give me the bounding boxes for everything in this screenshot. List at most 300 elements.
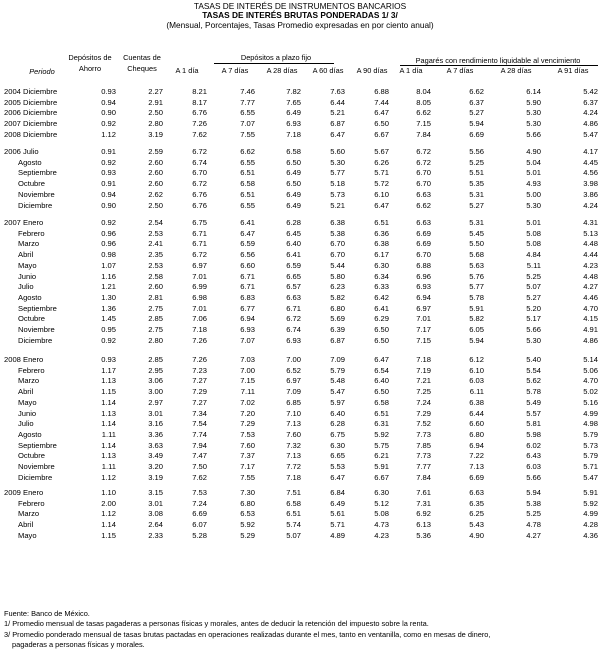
table-cell: 2.50 [148,108,163,118]
col-group-plazo-fijo: Depósitos a plazo fijo [240,53,312,62]
table-cell: 6.55 [240,200,255,210]
table-cell: 6.11 [469,387,484,397]
table-cell: 7.84 [416,472,431,482]
table-cell: 3.16 [148,419,163,429]
table-cell: 6.10 [469,365,484,375]
table-cell: 4.24 [583,200,598,210]
table-cell: 7.25 [416,387,431,397]
table-cell: 7.06 [192,314,207,324]
table-cell: 7.53 [192,488,207,497]
table-cell: 6.72 [192,250,207,260]
table-cell: 5.18 [330,179,345,189]
row-period-label: 2007 Diciembre [4,119,58,129]
table-cell: 4.17 [583,147,598,156]
table-cell: 6.57 [286,282,301,292]
table-cell: 7.07 [240,335,255,345]
table-cell: 7.26 [192,119,207,129]
table-cell: 6.47 [374,200,389,210]
table-cell: 1.21 [101,282,116,292]
table-cell: 5.97 [330,397,345,407]
table-cell: 4.27 [583,282,598,292]
table-cell: 7.18 [286,472,301,482]
col-pag-28-dias: A 28 días [500,66,532,75]
table-cell: 6.93 [286,335,301,345]
table-cell: 5.74 [286,520,301,530]
table-cell: 1.10 [101,488,116,497]
table-cell: 4.36 [583,530,598,540]
table-cell: 5.63 [469,260,484,270]
table-cell: 7.85 [416,440,431,450]
table-cell: 5.92 [583,498,598,508]
table-cell: 4.23 [583,260,598,270]
table-cell: 6.80 [469,429,484,439]
table-cell: 0.91 [101,147,116,156]
table-cell: 5.25 [526,509,541,519]
table-cell: 6.58 [286,498,301,508]
table-cell: 6.50 [374,119,389,129]
table-cell: 6.03 [526,462,541,471]
table-cell: 6.51 [240,189,255,199]
table-cell: 6.69 [192,509,207,519]
table-cell: 2.60 [148,179,163,189]
table-cell: 5.07 [286,530,301,540]
table-cell: 7.00 [240,365,255,375]
table-cell: 5.00 [526,189,541,199]
table-cell: 3.06 [148,376,163,386]
group-rule-plazo-fijo [214,63,334,64]
col-dep-90-dias: A 90 días [356,66,388,75]
table-cell: 3.86 [583,189,598,199]
table-cell: 6.33 [374,282,389,292]
table-cell: 5.47 [583,129,598,139]
table-cell: 5.02 [583,387,598,397]
table-cell: 7.72 [286,462,301,471]
table-cell: 7.27 [192,376,207,386]
row-period-label: 2006 Julio [4,147,39,156]
table-cell: 5.72 [374,179,389,189]
table-cell: 5.54 [526,365,541,375]
row-period-label: Abril [18,520,34,530]
table-cell: 5.13 [583,228,598,238]
table-cell: 5.92 [374,429,389,439]
table-cell: 7.27 [192,397,207,407]
table-cell: 5.40 [526,355,541,364]
table-cell: 6.67 [374,129,389,139]
table-cell: 5.31 [469,218,484,227]
table-cell: 7.11 [240,387,255,397]
row-period-label: 2007 Enero [4,218,44,227]
table-cell: 6.30 [374,260,389,270]
table-subtitle: TASAS DE INTERÉS BRUTAS PONDERADAS 1/ 3/ [202,10,398,20]
table-cell: 4.91 [583,325,598,334]
table-cell: 7.24 [416,397,431,407]
table-cell: 5.94 [469,119,484,129]
col-dep-7-dias: A 7 días [221,66,249,75]
table-cell: 6.53 [240,509,255,519]
row-period-label: Diciembre [18,335,53,345]
table-cell: 5.38 [330,228,345,238]
table-cell: 4.15 [583,314,598,324]
table-cell: 5.01 [526,168,541,178]
table-cell: 7.32 [286,440,301,450]
table-cell: 5.27 [469,200,484,210]
table-cell: 7.82 [286,87,301,96]
table-cell: 7.21 [416,376,431,386]
table-cell: 2.53 [148,228,163,238]
table-cell: 5.80 [330,271,345,281]
table-cell: 2.60 [148,168,163,178]
table-cell: 5.66 [526,129,541,139]
table-cell: 6.88 [416,260,431,270]
table-cell: 2.54 [148,218,163,227]
footnote-3: 3/ Promedio ponderado mensual de tasas brutas pactadas en operaciones realizadas durante el mes, tanto en ventanilla, como en mesas de dinero, [4,630,491,639]
table-cell: 5.76 [469,271,484,281]
table-cell: 7.62 [192,129,207,139]
row-period-label: Noviembre [18,189,55,199]
table-cell: 3.19 [148,129,163,139]
table-cell: 6.30 [330,440,345,450]
table-cell: 6.69 [416,228,431,238]
table-cell: 5.50 [469,239,484,249]
row-period-label: Septiembre [18,168,57,178]
row-period-label: Abril [18,387,34,397]
table-cell: 5.36 [416,530,431,540]
table-cell: 6.71 [286,303,301,313]
table-cell: 6.36 [374,228,389,238]
table-cell: 7.44 [374,97,389,107]
table-cell: 5.57 [526,408,541,418]
table-cell: 7.30 [240,488,255,497]
table-cell: 4.31 [583,218,598,227]
table-cell: 1.13 [101,408,116,418]
table-cell: 5.27 [469,108,484,118]
table-cell: 7.46 [240,87,255,96]
table-cell: 4.86 [583,119,598,129]
table-cell: 6.71 [240,282,255,292]
table-cell: 6.54 [374,365,389,375]
table-cell: 6.44 [469,408,484,418]
table-cell: 6.21 [374,451,389,461]
table-cell: 7.47 [192,451,207,461]
table-cell: 1.14 [101,440,116,450]
table-cell: 6.71 [192,228,207,238]
table-cell: 6.43 [526,451,541,461]
table-cell: 0.94 [101,189,116,199]
table-cell: 6.37 [469,97,484,107]
table-cell: 5.25 [526,271,541,281]
table-cell: 6.62 [240,147,255,156]
table-cell: 6.47 [330,472,345,482]
col-pag-1-dia: A 1 día [399,66,423,75]
table-cell: 0.92 [101,119,116,129]
table-cell: 6.50 [374,335,389,345]
table-cell: 6.75 [192,218,207,227]
table-cell: 6.97 [416,303,431,313]
row-period-label: Septiembre [18,440,57,450]
table-cell: 7.60 [286,429,301,439]
table-cell: 5.79 [583,451,598,461]
table-cell: 5.67 [374,147,389,156]
table-cell: 5.71 [374,168,389,178]
table-cell: 7.73 [416,429,431,439]
table-cell: 6.60 [469,419,484,429]
table-cell: 6.94 [416,292,431,302]
table-cell: 5.79 [330,365,345,375]
table-cell: 5.91 [469,303,484,313]
table-cell: 6.80 [330,303,345,313]
col-periodo: Periodo [29,67,55,76]
table-cell: 5.28 [192,530,207,540]
table-cell: 6.92 [416,509,431,519]
table-cell: 6.85 [286,397,301,407]
table-cell: 2.80 [148,119,163,129]
table-cell: 6.71 [192,239,207,249]
table-cell: 6.63 [469,488,484,497]
table-cell: 6.93 [416,282,431,292]
table-cell: 5.66 [526,472,541,482]
table-cell: 6.63 [416,189,431,199]
table-cell: 8.21 [192,87,207,96]
table-cell: 6.75 [330,429,345,439]
table-cell: 0.92 [101,218,116,227]
table-cell: 5.30 [526,335,541,345]
table-cell: 6.51 [286,509,301,519]
table-cell: 2.53 [148,260,163,270]
row-period-label: Agosto [18,157,42,167]
table-cell: 7.09 [286,387,301,397]
table-cell: 7.26 [192,335,207,345]
table-cell: 7.15 [240,376,255,386]
table-cell: 6.49 [286,200,301,210]
table-cell: 4.44 [583,250,598,260]
table-cell: 5.21 [330,200,345,210]
table-cell: 4.56 [583,168,598,178]
table-cell: 2.62 [148,189,163,199]
row-period-label: Noviembre [18,325,55,334]
table-cell: 5.25 [469,157,484,167]
table-cell: 7.51 [286,488,301,497]
table-cell: 5.07 [526,282,541,292]
table-cell: 6.77 [240,303,255,313]
table-cell: 6.28 [286,218,301,227]
table-cell: 5.79 [583,429,598,439]
table-cell: 7.29 [240,419,255,429]
table-cell: 6.76 [192,189,207,199]
table-cell: 7.77 [240,97,255,107]
table-cell: 0.92 [101,157,116,167]
table-cell: 6.49 [286,108,301,118]
table-cell: 7.94 [192,440,207,450]
row-period-label: 2006 Diciembre [4,108,58,118]
table-cell: 1.13 [101,451,116,461]
table-cell: 2.41 [148,239,163,249]
table-cell: 3.36 [148,429,163,439]
table-cell: 7.13 [286,419,301,429]
row-period-label: Junio [18,408,37,418]
table-cell: 4.28 [583,520,598,530]
table-cell: 6.25 [469,509,484,519]
table-cell: 6.72 [416,157,431,167]
table-cell: 6.49 [286,189,301,199]
table-cell: 6.99 [192,282,207,292]
table-cell: 5.71 [330,520,345,530]
table-cell: 7.03 [240,355,255,364]
table-cell: 7.61 [416,488,431,497]
table-cell: 6.13 [416,520,431,530]
table-title: TASAS DE INTERÉS DE INSTRUMENTOS BANCARIOS [193,1,407,11]
table-cell: 6.74 [192,157,207,167]
table-cell: 5.35 [469,179,484,189]
row-period-label: Febrero [18,498,45,508]
table-cell: 6.97 [286,376,301,386]
table-cell: 4.99 [583,408,598,418]
table-cell: 6.23 [330,282,345,292]
table-cell: 7.54 [192,419,207,429]
table-cell: 2.85 [148,355,163,364]
table-cell: 6.49 [286,168,301,178]
table-cell: 7.18 [416,355,431,364]
table-cell: 6.50 [374,325,389,334]
row-period-label: Marzo [18,509,40,519]
table-cell: 6.41 [286,250,301,260]
table-cell: 5.47 [330,387,345,397]
table-cell: 6.05 [469,325,484,334]
table-cell: 2.75 [148,303,163,313]
table-cell: 5.91 [583,488,598,497]
table-cell: 7.01 [192,303,207,313]
table-cell: 6.70 [416,250,431,260]
table-cell: 5.30 [526,200,541,210]
table-cell: 3.63 [148,440,163,450]
table-cell: 7.07 [240,119,255,129]
table-cell: 0.93 [101,355,116,364]
table-cell: 5.31 [469,189,484,199]
table-cell: 1.17 [101,365,116,375]
row-period-label: Diciembre [18,472,53,482]
table-cell: 7.24 [192,498,207,508]
table-cell: 7.84 [416,129,431,139]
table-cell: 6.47 [374,108,389,118]
table-cell: 6.70 [416,168,431,178]
table-cell: 2.95 [148,365,163,375]
table-cell: 6.60 [240,260,255,270]
col-depositos-ahorro-l1: Depósitos de [68,53,112,62]
col-dep-1-dia: A 1 día [175,66,199,75]
table-cell: 6.62 [469,87,484,96]
table-cell: 6.44 [330,97,345,107]
table-cell: 6.42 [374,292,389,302]
row-period-label: 2008 Diciembre [4,129,58,139]
row-period-label: Octubre [18,179,46,189]
table-cell: 4.99 [583,509,598,519]
table-cell: 7.37 [240,451,255,461]
table-cell: 6.72 [286,314,301,324]
table-cell: 6.62 [416,200,431,210]
table-cell: 0.95 [101,325,116,334]
row-period-label: Marzo [18,376,40,386]
table-cell: 7.55 [240,129,255,139]
table-cell: 6.62 [416,108,431,118]
table-cell: 6.94 [240,314,255,324]
table-cell: 2.91 [148,97,163,107]
table-cell: 7.63 [330,87,345,96]
table-cell: 8.05 [416,97,431,107]
table-cell: 5.49 [526,397,541,407]
table-cell: 5.08 [526,239,541,249]
table-cell: 6.56 [240,250,255,260]
table-cell: 6.70 [192,168,207,178]
table-cell: 4.90 [469,530,484,540]
table-cell: 6.58 [240,179,255,189]
row-period-label: 2008 Enero [4,355,44,364]
table-cell: 5.43 [469,520,484,530]
table-cell: 7.10 [286,408,301,418]
table-cell: 6.59 [240,239,255,249]
footnote-1: 1/ Promedio mensual de tasas pagaderas a personas físicas y morales, antes de deducir la retención del impuesto sobre la renta. [4,619,429,628]
table-cell: 5.82 [469,314,484,324]
row-period-label: Diciembre [18,200,53,210]
table-cell: 5.20 [526,303,541,313]
table-cell: 6.96 [416,271,431,281]
table-cell: 6.70 [416,179,431,189]
table-cell: 7.60 [240,440,255,450]
table-cell: 5.08 [374,509,389,519]
table-cell: 8.04 [416,87,431,96]
table-cell: 0.98 [101,250,116,260]
table-cell: 7.26 [192,355,207,364]
table-cell: 5.16 [583,397,598,407]
row-period-label: Octubre [18,314,46,324]
table-cell: 7.13 [286,451,301,461]
table-cell: 2.60 [148,157,163,167]
table-cell: 3.19 [148,472,163,482]
table-cell: 6.41 [374,303,389,313]
table-cell: 2.75 [148,325,163,334]
table-cell: 7.29 [416,408,431,418]
table-cell: 6.50 [286,157,301,167]
table-cell: 7.62 [192,472,207,482]
table-cell: 2.81 [148,292,163,302]
table-cell: 4.23 [374,530,389,540]
row-period-label: Marzo [18,239,40,249]
table-cell: 6.38 [469,397,484,407]
table-cell: 5.04 [526,157,541,167]
table-cell: 6.70 [330,250,345,260]
table-cell: 7.23 [192,365,207,375]
table-cell: 6.72 [416,147,431,156]
table-cell: 1.15 [101,387,116,397]
table-cell: 5.45 [469,228,484,238]
table-cell: 2.58 [148,271,163,281]
table-cell: 7.01 [192,271,207,281]
table-cell: 7.73 [416,451,431,461]
table-cell: 5.14 [583,355,598,364]
table-cell: 5.51 [469,168,484,178]
table-cell: 6.76 [192,200,207,210]
table-cell: 6.39 [330,325,345,334]
row-period-label: Julio [18,419,34,429]
table-cell: 3.08 [148,509,163,519]
table-cell: 4.84 [526,250,541,260]
table-cell: 6.69 [469,472,484,482]
table-cell: 4.46 [583,292,598,302]
row-period-label: Agosto [18,429,42,439]
table-cell: 1.14 [101,397,116,407]
table-cell: 5.68 [469,250,484,260]
table-cell: 6.55 [240,157,255,167]
table-cell: 6.97 [192,260,207,270]
row-period-label: Abril [18,250,34,260]
